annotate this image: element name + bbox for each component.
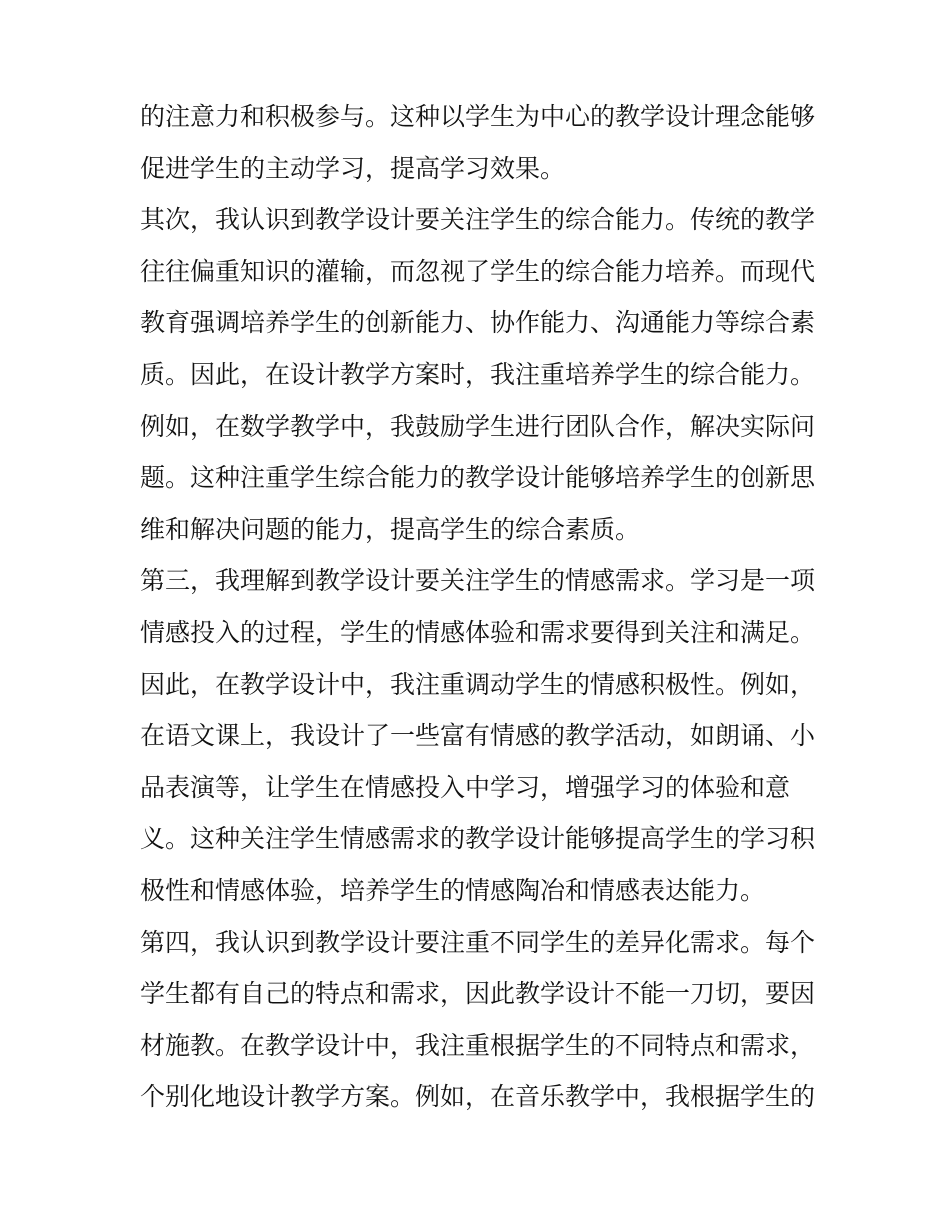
text-line: 促进学生的主动学习，提高学习效果。 [140,153,566,183]
text-line: 极性和情感体验，培养学生的情感陶冶和情感表达能力。 [140,875,766,905]
text-line: 因此，在教学设计中，我注重调动学生的情感积极性。例如， [140,669,816,699]
text-line: 第三，我理解到教学设计要关注学生的情感需求。学习是一项 [140,566,816,596]
text-line: 第四，我认识到教学设计要注重不同学生的差异化需求。每个 [140,927,816,957]
text-line: 学生都有自己的特点和需求，因此教学设计不能一刀切，要因 [140,979,816,1009]
text-line: 往往偏重知识的灌输，而忽视了学生的综合能力培养。而现代 [140,256,816,286]
text-line: 品表演等，让学生在情感投入中学习，增强学习的体验和意 [140,772,791,802]
text-line: 题。这种注重学生综合能力的教学设计能够培养学生的创新思 [140,463,816,493]
text-line: 义。这种关注学生情感需求的教学设计能够提高学生的学习积 [140,824,816,854]
text-line: 维和解决问题的能力，提高学生的综合素质。 [140,514,641,544]
body-text [140,104,820,1136]
text-line: 其次，我认识到教学设计要关注学生的综合能力。传统的教学 [140,205,816,235]
text-line: 的注意力和积极参与。这种以学生为中心的教学设计理念能够 [140,102,816,131]
text-line: 教育强调培养学生的创新能力、协作能力、沟通能力等综合素 [140,308,816,338]
text-line: 质。因此，在设计教学方案时，我注重培养学生的综合能力。 [140,359,816,389]
text-line: 个别化地设计教学方案。例如，在音乐教学中，我根据学生的 [140,1082,816,1112]
text-line: 例如，在数学教学中，我鼓励学生进行团队合作，解决实际问 [140,411,816,441]
text-line: 材施教。在教学设计中，我注重根据学生的不同特点和需求， [140,1030,816,1060]
text-line: 情感投入的过程，学生的情感体验和需求要得到关注和满足。 [140,617,816,647]
text-line: 在语文课上，我设计了一些富有情感的教学活动，如朗诵、小 [140,721,816,751]
